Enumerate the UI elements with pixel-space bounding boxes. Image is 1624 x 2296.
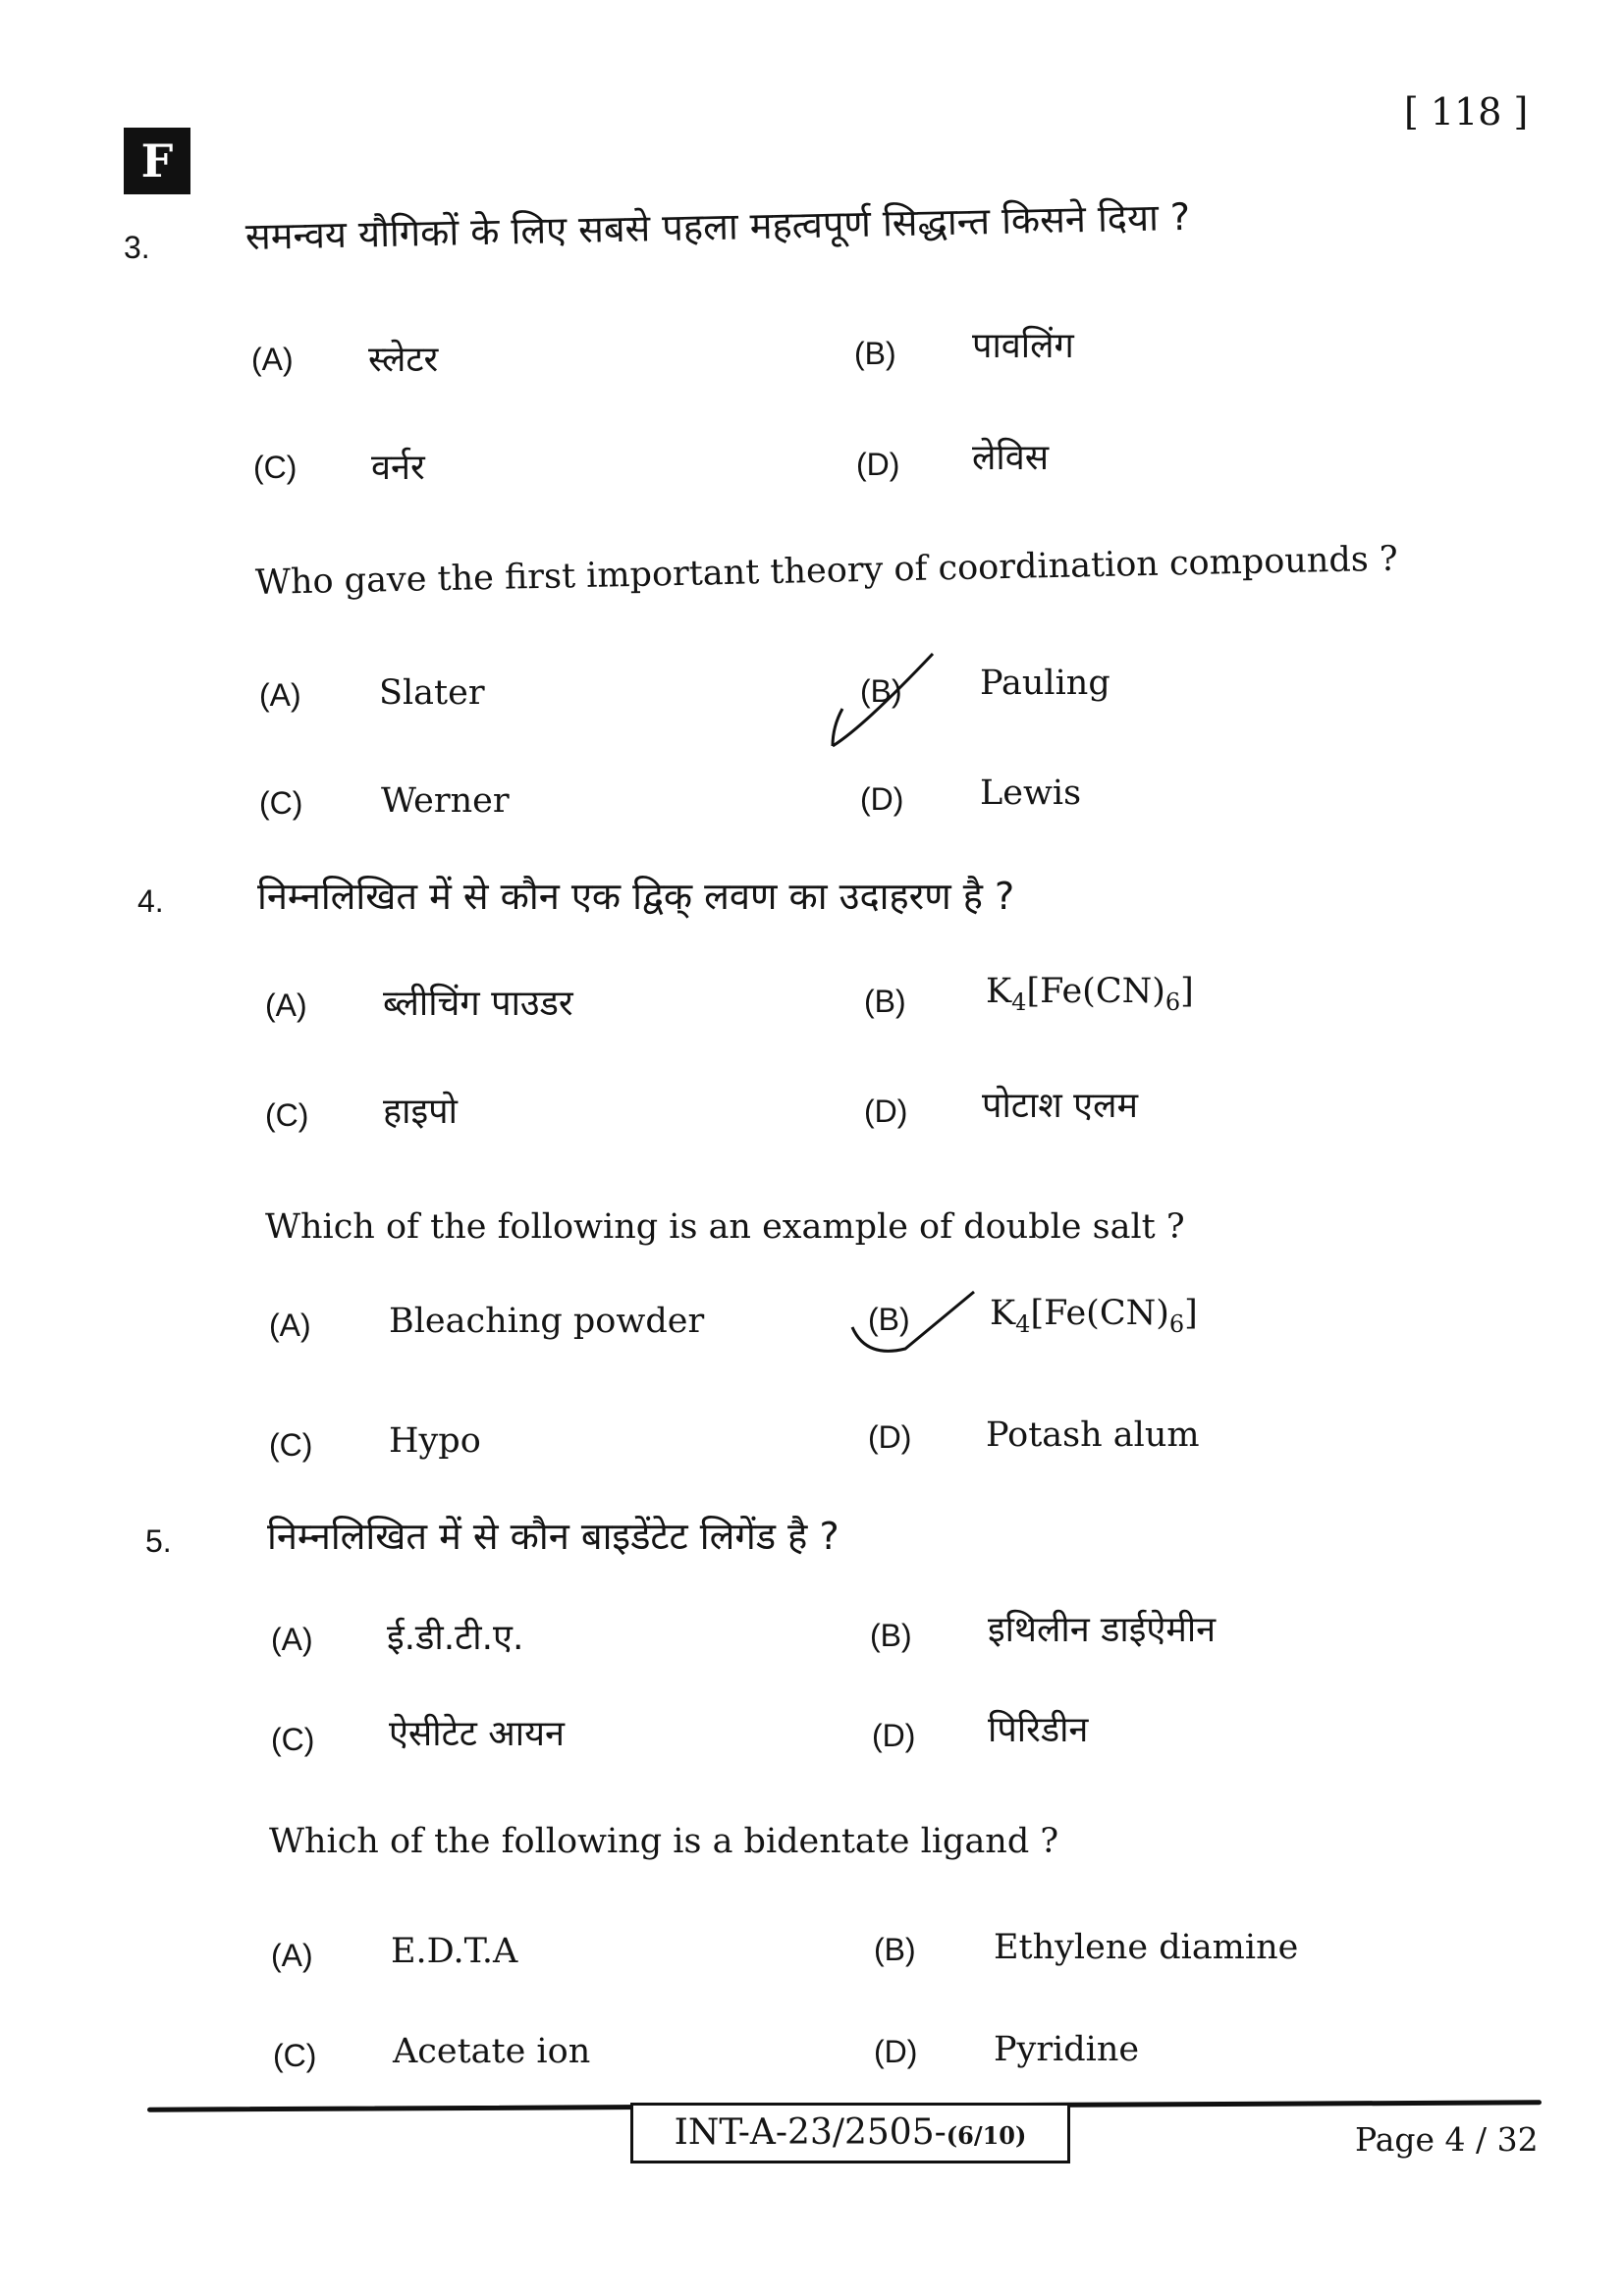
option-text: Slater xyxy=(379,673,485,713)
option-label: (C) xyxy=(253,450,298,485)
question-text-hindi: निम्नलिखित में से कौन बाइडेंटेट लिगेंड है ? xyxy=(267,1515,839,1558)
option-label: (A) xyxy=(269,1308,311,1343)
formula-subscript: 6 xyxy=(1164,988,1181,1016)
formula-part: [Fe(CN) xyxy=(1030,1294,1169,1333)
option-text: ई.डी.टी.ए. xyxy=(387,1618,524,1658)
option-label: (C) xyxy=(271,1722,315,1757)
option-text: पावलिंग xyxy=(972,326,1074,366)
formula-subscript: 4 xyxy=(1011,988,1027,1016)
option-text: Bleaching powder xyxy=(389,1302,705,1341)
option-text: Hypo xyxy=(389,1421,481,1461)
option-label: (B) xyxy=(868,1302,910,1337)
formula-part: ] xyxy=(1184,1294,1198,1333)
option-text: Potash alum xyxy=(986,1415,1200,1455)
option-text: लेविस xyxy=(972,438,1050,478)
paper-code-box xyxy=(630,2103,1070,2163)
option-label: (A) xyxy=(259,677,301,713)
question-number: 3. xyxy=(124,230,150,265)
option-label: (B) xyxy=(874,1932,916,1967)
option-label: (D) xyxy=(860,781,904,817)
formula-subscript: 4 xyxy=(1015,1310,1031,1338)
question-text-english: Which of the following is an example of double salt ? xyxy=(265,1207,1185,1247)
option-text: वर्नर xyxy=(371,448,425,488)
option-text: हाइपो xyxy=(383,1092,458,1132)
question-text-english: Which of the following is a bidentate ligand ? xyxy=(269,1822,1059,1861)
checkmark-icon xyxy=(846,1288,984,1366)
option-label: (C) xyxy=(265,1097,309,1133)
option-label: (D) xyxy=(874,2034,918,2069)
option-text: ब्लीचिंग पाउडर xyxy=(383,984,573,1024)
option-label: (A) xyxy=(271,1938,313,1973)
option-text: इथिलीन डाईऐमीन xyxy=(988,1610,1217,1650)
paper-code: INT-A-23/2505- xyxy=(674,2112,947,2153)
option-label: (C) xyxy=(259,785,303,821)
formula-subscript: 6 xyxy=(1168,1310,1185,1338)
question-text-hindi: समन्वय यौगिकों के लिए सबसे पहला महत्वपूर्ण सिद्धान्त किसने दिया ? xyxy=(244,194,1191,258)
set-letter-badge: F xyxy=(124,128,190,194)
option-label: (B) xyxy=(854,336,896,371)
option-label: (B) xyxy=(860,673,902,709)
option-text: Pyridine xyxy=(994,2030,1140,2069)
formula-part: K xyxy=(986,972,1012,1011)
option-label: (D) xyxy=(872,1718,916,1753)
formula-part: [Fe(CN) xyxy=(1026,972,1165,1011)
option-formula xyxy=(990,1294,1198,1338)
formula-part: ] xyxy=(1180,972,1194,1011)
option-text: पोटाश एलम xyxy=(982,1086,1139,1126)
question-number: 4. xyxy=(137,883,164,919)
option-text: E.D.T.A xyxy=(391,1932,518,1971)
option-label: (B) xyxy=(870,1618,912,1653)
option-text: Ethylene diamine xyxy=(994,1928,1299,1967)
question-number: 5. xyxy=(145,1523,172,1559)
option-text: Lewis xyxy=(980,774,1082,813)
page-number: Page 4 / 32 xyxy=(1355,2120,1539,2159)
page-reference: [ 118 ] xyxy=(1404,90,1529,133)
option-formula xyxy=(986,972,1194,1016)
option-label: (A) xyxy=(265,988,307,1023)
option-text: Werner xyxy=(381,781,510,821)
option-label: (D) xyxy=(868,1419,912,1455)
option-label: (C) xyxy=(269,1427,313,1463)
option-label: (A) xyxy=(271,1622,313,1657)
question-text-hindi: निम्नलिखित में से कौन एक द्विक् लवण का उदाहरण है ? xyxy=(257,875,1015,918)
option-text: पिरिडीन xyxy=(988,1710,1089,1750)
option-text: स्लेटर xyxy=(368,340,439,380)
option-text: ऐसीटेट आयन xyxy=(389,1714,565,1754)
formula-part: K xyxy=(990,1294,1016,1333)
paper-code-suffix: (6/10) xyxy=(946,2121,1027,2150)
option-label: (D) xyxy=(864,1094,908,1129)
option-label: (A) xyxy=(251,342,294,377)
option-label: (B) xyxy=(864,984,906,1019)
option-label: (C) xyxy=(273,2038,317,2073)
checkmark-icon xyxy=(825,648,943,756)
option-text: Pauling xyxy=(980,664,1110,703)
option-label: (D) xyxy=(856,447,900,482)
option-text: Acetate ion xyxy=(393,2032,591,2071)
question-text-english: Who gave the first important theory of coordination compounds ? xyxy=(254,539,1399,603)
